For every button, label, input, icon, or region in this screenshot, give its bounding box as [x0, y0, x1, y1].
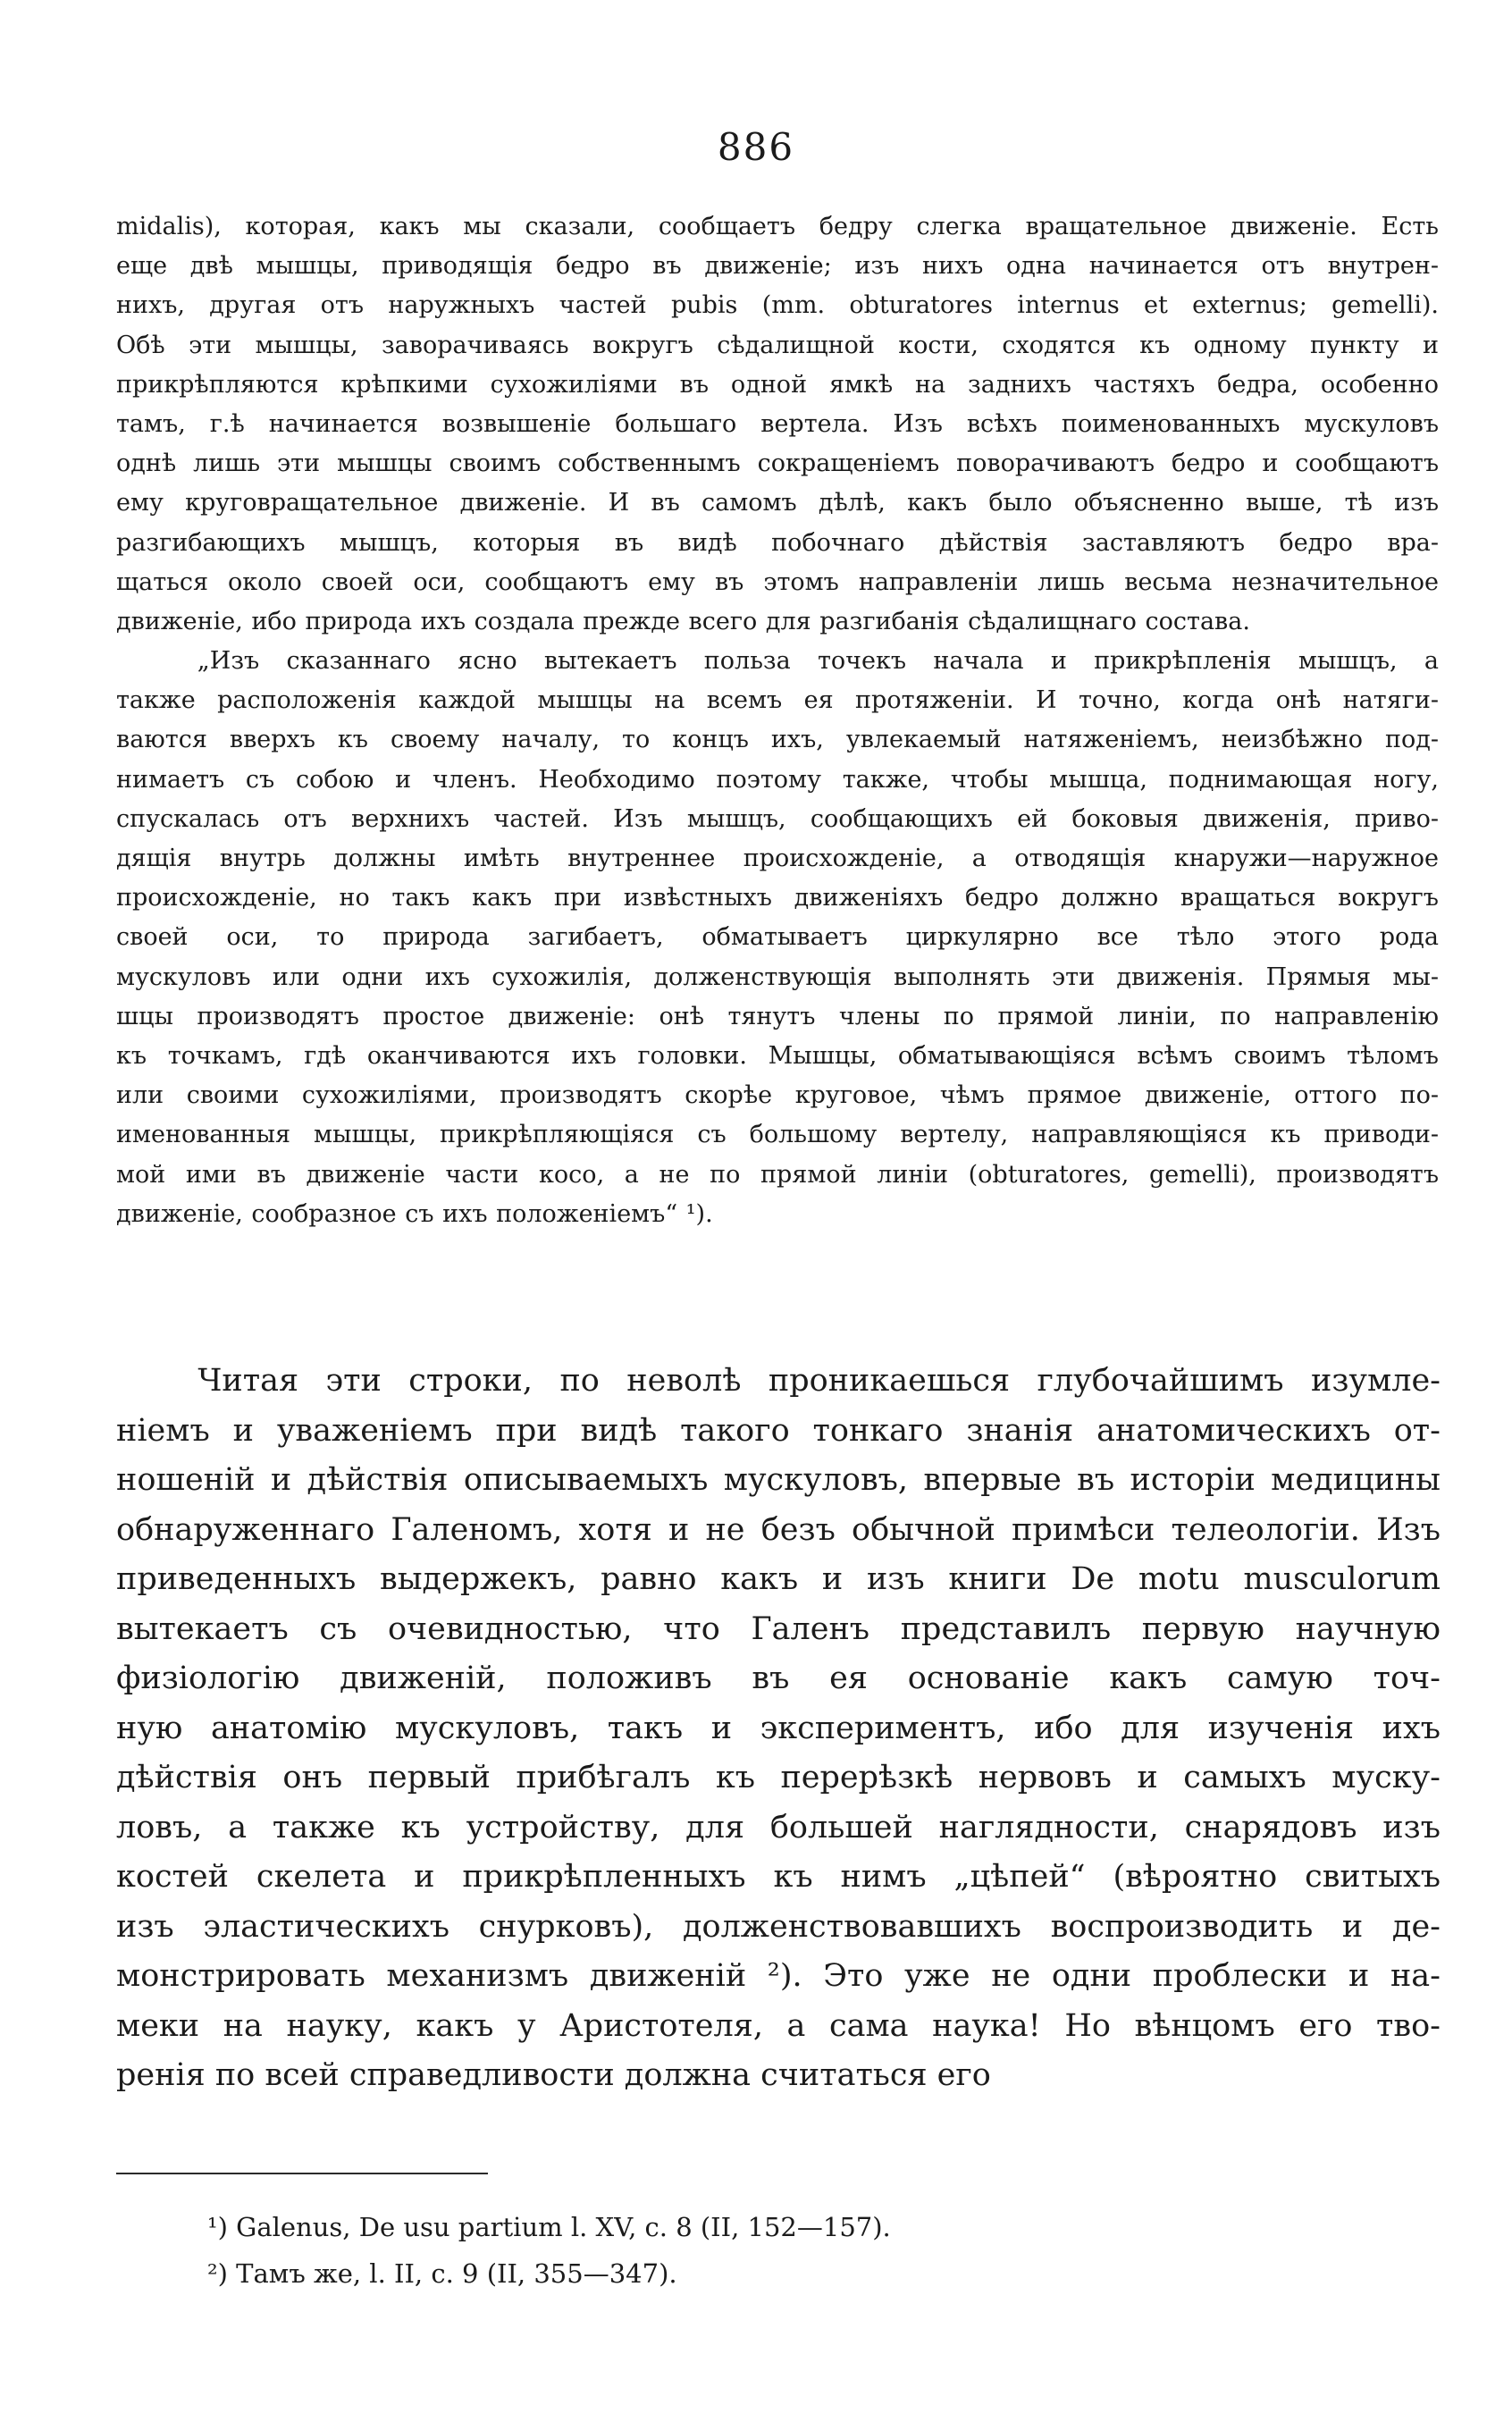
main-text — [116, 1357, 1441, 2101]
text-line: меки на науку, какъ у Аристотеля, а сама наука! Но вѣнцомъ его тво- — [116, 2007, 1441, 2044]
quote-line: еще двѣ мышцы, приводящія бедро въ движеніе; изъ нихъ одна начинается отъ внутрен- — [116, 252, 1439, 281]
footnotes — [207, 2204, 1369, 2297]
text-line: ренія по всей справедливости должна считаться его — [116, 2057, 991, 2093]
page-number: 886 — [717, 125, 795, 169]
quote-line: Обѣ эти мышцы, заворачиваясь вокругъ сѣдалищной кости, сходятся къ одному пункту и — [116, 331, 1439, 359]
quote-line: ему круговращательное движеніе. И въ самомъ дѣлѣ, какъ было объясненно выше, тѣ изъ — [116, 489, 1439, 517]
quote-line: нимаетъ съ собою и членъ. Необходимо поэтому также, чтобы мышца, поднимающая ногу, — [116, 765, 1439, 794]
quote-line: происхожденіе, но такъ какъ при извѣстныхъ движеніяхъ бедро должно вращаться вокругъ — [116, 884, 1439, 912]
quote-line: разгибающихъ мышцъ, которыя въ видѣ побочнаго дѣйствія заставляютъ бедро вра- — [116, 528, 1439, 557]
footnote: ²) Тамъ же, l. II, c. 9 (II, 355—347). — [207, 2258, 677, 2289]
text-line: ношеній и дѣйствія описываемыхъ мускуловъ, впервые въ исторіи медицины — [116, 1462, 1441, 1498]
text-line: физіологію движеній, положивъ въ ея основаніе какъ самую точ- — [116, 1661, 1441, 1696]
text-line: дѣйствія онъ первый прибѣгалъ къ перерѣзкѣ нервовъ и самыхъ муску- — [116, 1760, 1441, 1795]
quote-line: прикрѣпляются крѣпкими сухожиліями въ одной ямкѣ на заднихъ частяхъ бедра, особенно — [116, 370, 1439, 399]
quote-line: дящія внутрь должны имѣть внутреннее происхожденіе, а отводящія кнаружи—наружное — [116, 845, 1439, 872]
quote-line: мой ими въ движеніе части косо, а не по прямой линіи (obturatores, gemelli), производятъ — [116, 1160, 1439, 1189]
footnote: ¹) Galenus, De usu partium l. XV, c. 8 (II, 152—157). — [207, 2212, 891, 2242]
quote-line: midalis), которая, какъ мы сказали, сообщаетъ бедру слегка вращательное движеніе. Есть — [116, 213, 1439, 240]
quote-line: своей оси, то природа загибаетъ, обматываетъ циркулярно все тѣло этого рода — [116, 923, 1439, 952]
quote-line: также расположенія каждой мышцы на всемъ ея протяженіи. И точно, когда онѣ натяги- — [116, 686, 1439, 715]
text-line: вытекаетъ съ очевидностью, что Галенъ представилъ первую научную — [116, 1610, 1441, 1647]
quote-line: спускалась отъ верхнихъ частей. Изъ мышцъ, сообщающихъ ей боковыя движенія, приво- — [116, 804, 1439, 833]
text-line: приведенныхъ выдержекъ, равно какъ и изъ книги De motu musculorum — [116, 1561, 1441, 1597]
quote-line: щаться около своей оси, сообщаютъ ему въ этомъ направленіи лишь весьма незначительное — [116, 568, 1439, 596]
quote-line: движеніе, сообразное съ ихъ положеніемъ“ ¹). — [116, 1199, 713, 1228]
quote-line: движеніе, ибо природа ихъ создала прежде всего для разгибанія сѣдалищнаго состава. — [116, 607, 1250, 635]
text-line: костей скелета и прикрѣпленныхъ къ нимъ „цѣпей“ (вѣроятно свитыхъ — [116, 1859, 1441, 1895]
quote-line: „Изъ сказаннаго ясно вытекаетъ польза точекъ начала и прикрѣпленія мышцъ, а — [116, 647, 1439, 676]
text-line: монстрировать механизмъ движеній ²). Это уже не одни проблески и на- — [116, 1958, 1441, 1994]
quote-line: нихъ, другая отъ наружныхъ частей pubis (mm. obturatores internus et externus; gemelli). — [116, 291, 1439, 320]
text-line: обнаруженнаго Галеномъ, хотя и не безъ обычной примѣси телеологіи. Изъ — [116, 1511, 1441, 1548]
text-line: Читая эти строки, по неволѣ проникаешься глубочайшимъ изумле- — [116, 1363, 1441, 1399]
footnote-separator — [116, 2173, 488, 2174]
text-line: ніемъ и уваженіемъ при видѣ такого тонкаго знанія анатомическихъ от- — [116, 1412, 1441, 1449]
text-line: ловъ, а также къ устройству, для большей наглядности, снарядовъ изъ — [116, 1809, 1441, 1845]
quote-line: ваются вверхъ къ своему началу, то концъ ихъ, увлекаемый натяженіемъ, неизбѣжно под- — [116, 726, 1439, 754]
quoted-passage — [116, 207, 1439, 1234]
quote-line: тамъ, г.ѣ начинается возвышеніе большаго вертела. Изъ всѣхъ поименованныхъ мускуловъ — [116, 409, 1439, 438]
quote-line: или своими сухожиліями, производятъ скорѣе круговое, чѣмъ прямое движеніе, оттого по- — [116, 1081, 1439, 1110]
quote-line: къ точкамъ, гдѣ оканчиваются ихъ головки. Мышцы, обматывающіяся всѣмъ своимъ тѣломъ — [116, 1041, 1439, 1070]
quote-line: именованныя мышцы, прикрѣпляющіяся съ большому вертелу, направляющіяся къ приводи- — [116, 1121, 1439, 1149]
text-line: изъ эластическихъ снурковъ), долженствовавшихъ воспроизводить и де- — [116, 1908, 1441, 1945]
quote-line: мускуловъ или одни ихъ сухожилія, долженствующія выполнять эти движенія. Прямыя мы- — [116, 963, 1439, 991]
quote-line: шцы производятъ простое движеніе: онѣ тянутъ члены по прямой линіи, по направленію — [116, 1002, 1439, 1030]
quote-line: однѣ лишь эти мышцы своимъ собственнымъ сокращеніемъ поворачиваютъ бедро и сообщаютъ — [116, 450, 1439, 478]
text-line: ную анатомію мускуловъ, такъ и экспериментъ, ибо для изученія ихъ — [116, 1710, 1441, 1746]
